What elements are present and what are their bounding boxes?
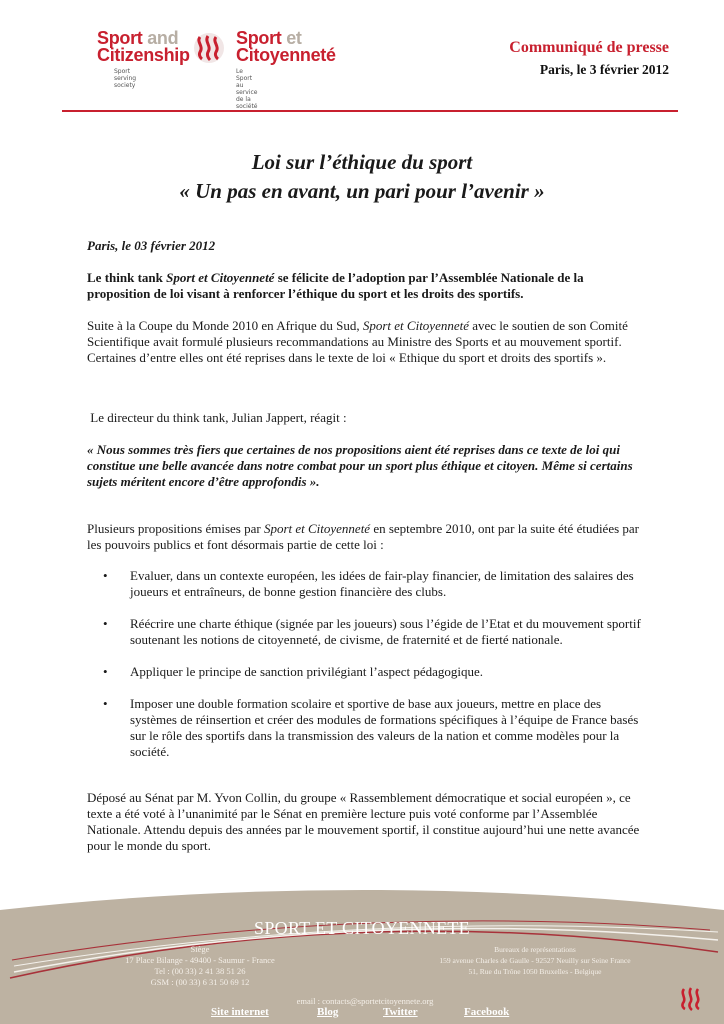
lead-org-name: Sport et Citoyenneté <box>166 270 275 285</box>
paragraph-text: Suite à la Coupe du Monde 2010 en Afrique du Sud, <box>87 318 363 333</box>
logo-text: Citoyenneté <box>236 45 336 65</box>
logo-tagline-fr: Le Sport au service de la société <box>236 68 258 110</box>
rep-label: Bureaux de représentations <box>494 945 576 954</box>
paragraph-text: Déposé au Sénat par M. Yvon Collin, du groupe « Rassemblement démocratique et social européen », ce texte a été voté à l’unanimité par le Sénat en première lecture puis voté conforme par l’Assemblée Nationale. Attendu depuis des années par le mouvement sportif, il constitue aujourd’hui une nette avancée pour le monde du sport. <box>87 790 640 853</box>
paragraph-text: Plusieurs propositions émises par <box>87 521 264 536</box>
page-title <box>0 148 724 206</box>
quote <box>87 442 647 490</box>
press-header <box>509 39 669 78</box>
logo-sport-et-citoyennete <box>236 30 336 64</box>
rep-address-1: 159 avenue Charles de Gaulle - 92527 Neuilly sur Seine France <box>439 956 631 965</box>
hq-gsm: GSM : (00 33) 6 31 50 69 12 <box>150 977 250 987</box>
paragraph-4 <box>87 790 647 854</box>
link-site-internet[interactable]: Site internet <box>211 1006 269 1018</box>
footer-org-name: SPORT ET CITOYENNETE <box>254 918 470 938</box>
lead-paragraph <box>87 270 647 302</box>
header-divider <box>62 110 678 112</box>
paragraph-text: Le directeur du think tank, Julian Jappert, réagit : <box>87 410 347 425</box>
logo-text: Sport <box>97 28 143 48</box>
hq-address: 17 Place Bilange - 49400 - Saumur - France <box>125 955 275 965</box>
link-twitter[interactable]: Twitter <box>383 1006 418 1018</box>
org-name: Sport et Citoyenneté <box>263 521 371 536</box>
logo-text: et <box>286 28 302 48</box>
logo-text: Sport <box>236 28 282 48</box>
footer-email[interactable]: email : contacts@sportetcitoyennete.org <box>296 996 434 1006</box>
press-label: Communiqué de presse <box>509 39 669 56</box>
dateline-text: Paris, le 03 février 2012 <box>87 238 216 253</box>
logo-sport-and-citizenship <box>97 30 190 64</box>
paragraph-1 <box>87 318 647 366</box>
link-blog[interactable]: Blog <box>317 1006 339 1018</box>
title-line-1: Loi sur l’éthique du sport <box>251 150 473 174</box>
paragraph-text: en septembre 2010, ont par la suite été étudiées par les pouvoirs publics et font désormais partie de cette loi : <box>87 521 640 552</box>
proposals-list <box>87 568 647 776</box>
list-item: • Imposer une double formation scolaire et sportive de base aux joueurs, mettre en place des systèmes de réinsertion et créer des modules de formations spécifiques à l’équipe de France basés sur le rôle des sportifs dans la transmission des valeurs de la nation et comme modèles pour la société. <box>87 696 647 760</box>
hq-tel: Tel : (00 33) 2 41 38 51 26 <box>154 966 246 976</box>
paragraph-2 <box>87 410 647 426</box>
logo-text: Citizenship <box>97 45 190 65</box>
link-facebook[interactable]: Facebook <box>464 1006 510 1018</box>
list-item: • Evaluer, dans un contexte européen, les idées de fair-play financier, de limitation des salaires des joueurs et entraîneurs, de bonne gestion financière des clubs. <box>87 568 647 600</box>
title-line-2: « Un pas en avant, un pari pour l’avenir » <box>179 179 545 203</box>
dateline <box>87 238 647 254</box>
hq-label: Siège <box>190 944 210 954</box>
footer-emblem-icon <box>678 986 704 1012</box>
paragraph-3 <box>87 521 647 553</box>
footer-headquarters <box>95 944 305 988</box>
lead-text: Le think tank <box>87 270 167 285</box>
lead-text: se félicite de l’adoption par l’Assemblée Nationale de la proposition de loi visant à renforcer l’éthique du sport et les droits des sportifs. <box>87 270 584 301</box>
logo-tagline-en: Sport serving society <box>114 68 137 89</box>
list-item: • Réécrire une charte éthique (signée par les joueurs) sous l’égide de l’Etat et du mouvement sportif soutenant les notions de citoyenneté, de civisme, de fraternité et de fierté nationale. <box>87 616 647 648</box>
list-item: • Appliquer le principe de sanction privilégiant l’aspect pédagogique. <box>87 664 647 680</box>
rep-address-2: 51, Rue du Trône 1050 Bruxelles - Belgique <box>468 967 602 976</box>
press-date: Paris, le 3 février 2012 <box>539 62 669 77</box>
quote-text: « Nous sommes très fiers que certaines de nos propositions aient été reprises dans ce texte de loi qui constitue une belle avancée dans notre combat pour un sport plus éthique et citoyen. Même si certains sujets méritent encore d’être approfondis ». <box>87 442 633 489</box>
sport-et-citoyennete-emblem-icon <box>193 32 225 64</box>
paragraph-text: avec le soutien de son Comité Scientifique avait formulé plusieurs recommandations au Ministre des Sports et au mouvement sportif. Certaines d’entre elles ont été reprises dans le texte de loi « Ethique du sport et droits des sportifs ». <box>87 318 628 365</box>
org-name: Sport et Citoyenneté <box>362 318 469 333</box>
logo-text: and <box>147 28 179 48</box>
footer-representations <box>405 944 665 977</box>
